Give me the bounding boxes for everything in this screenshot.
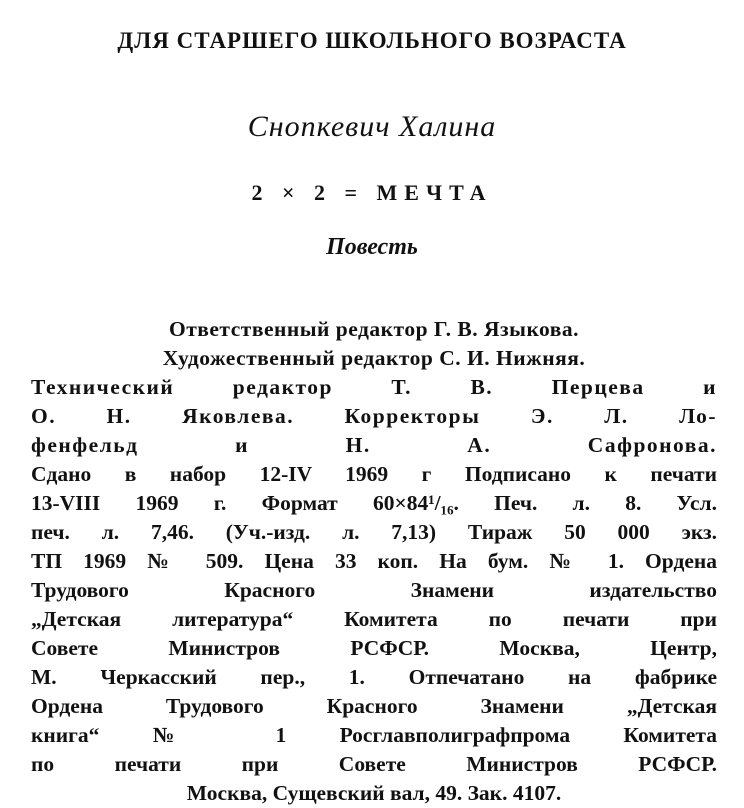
imprint-line: Совете Министров РСФСР. Москва, Центр, [31, 636, 717, 660]
author-name: Сноnкевич Халина [247, 110, 497, 143]
imprint-block [31, 315, 717, 808]
imprint-line: по печати при Совете Министров РСФСР. [31, 752, 717, 776]
imprint-line: книга“ № 1 Росглавполиграфпрома Комитета [31, 723, 717, 747]
imprint-line: Ордена Трудового Красного Знамени „Детская [31, 694, 717, 718]
imprint-line: Технический редактор Т. В. Перцева и [31, 375, 717, 399]
imprint-line: „Детская литература“ Комитета по печати при [31, 607, 717, 631]
imprint-line: М. Черкасский пер., 1. Отпечатано на фабрике [31, 665, 717, 689]
imprint-line: Москва, Сущевский вал, 49. Зак. 4107. [186, 781, 562, 805]
imprint-line: ТП 1969 № 509. Цена 33 коп. На бум. № 1. Ордена [31, 549, 717, 573]
imprint-line: О. Н. Яковлева. Корректоры Э. Л. Ло- [31, 404, 717, 428]
imprint-line: Сдано в набор 12-IV 1969 г Подписано к печати [31, 462, 717, 486]
genre-label: Повесть [326, 234, 418, 260]
series-heading: ДЛЯ СТАРШЕГО ШКОЛЬНОГО ВОЗРАСТА [117, 28, 627, 53]
imprint-line: Художественный редактор С. И. Нижняя. [162, 346, 586, 370]
imprint-line: фенфельд и Н. А. Сафронова. [31, 433, 717, 457]
imprint-line: Трудового Красного Знамени издательство [31, 578, 717, 602]
imprint-line: Ответственный редактор Г. В. Языкова. [168, 317, 580, 341]
imprint-line: печ. л. 7,46. (Уч.-изд. л. 7,13) Тираж 50 000 экз. [31, 520, 717, 544]
book-title: 2 × 2 = МЕЧТА [251, 180, 493, 205]
imprint-line: 13-VIII 1969 г. Формат 60×84¹/₁₆. Печ. л. 8. Усл. [31, 491, 717, 515]
